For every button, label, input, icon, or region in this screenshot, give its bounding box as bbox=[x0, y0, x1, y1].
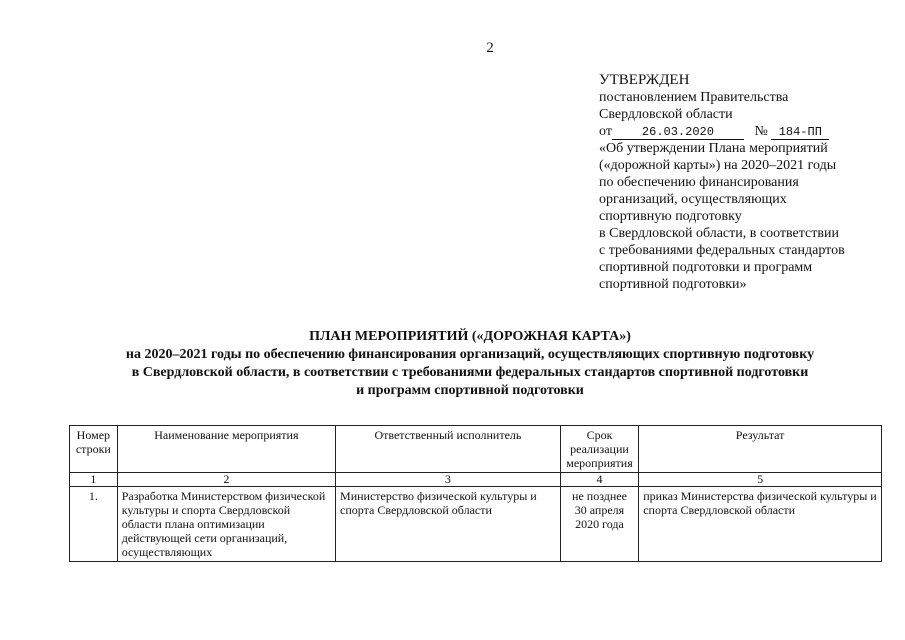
approval-stamp bbox=[599, 72, 889, 293]
plan-heading-line: и программ спортивной подготовки bbox=[356, 383, 584, 398]
approval-line-1: постановлением Правительства bbox=[599, 90, 789, 105]
approval-about-line: «Об утверждении Плана мероприятий bbox=[599, 141, 828, 156]
approval-about-line: по обеспечению финансирования bbox=[599, 175, 799, 190]
plan-table bbox=[69, 425, 882, 562]
approval-about-line: с требованиями федеральных стандартов bbox=[599, 243, 845, 258]
row-result: приказ Министерства физической культуры и спорта Свердловской области bbox=[639, 487, 882, 562]
plan-heading bbox=[0, 328, 905, 400]
approval-about-line: спортивной подготовки и программ bbox=[599, 260, 813, 275]
header-term: Срок реализации мероприятия bbox=[560, 426, 638, 473]
column-index: 1 bbox=[70, 473, 118, 487]
number-label: № bbox=[754, 124, 768, 139]
from-label: от bbox=[599, 124, 612, 139]
row-number: 1. bbox=[70, 487, 118, 562]
row-term: не позднее 30 апреля 2020 года bbox=[560, 487, 638, 562]
plan-heading-line: в Свердловской области, в соответствии с требованиями федеральных стандартов спортивной подготовки bbox=[131, 365, 809, 380]
column-index: 5 bbox=[639, 473, 882, 487]
approval-about-line: («дорожной карты») на 2020–2021 годы bbox=[599, 158, 837, 173]
column-index: 4 bbox=[560, 473, 638, 487]
approval-title: УТВЕРЖДЕН bbox=[599, 72, 690, 88]
approval-about-line: спортивной подготовки» bbox=[599, 277, 747, 292]
approval-about-line: организаций, осуществляющих bbox=[599, 192, 787, 207]
page-number: 2 bbox=[486, 40, 494, 56]
plan-heading-line: ПЛАН МЕРОПРИЯТИЙ («ДОРОЖНАЯ КАРТА») bbox=[309, 329, 631, 344]
header-name: Наименование мероприятия bbox=[117, 426, 335, 473]
approval-about-line: спортивную подготовку bbox=[599, 209, 742, 224]
column-index: 3 bbox=[336, 473, 561, 487]
column-index-row bbox=[70, 473, 882, 487]
approval-date: 26.03.2020 bbox=[612, 125, 744, 140]
row-name: Разработка Министерством физической культуры и спорта Свердловской области плана оптимизации действующей сети организаций, осуществляющих bbox=[117, 487, 335, 562]
approval-about-line: в Свердловской области, в соответствии bbox=[599, 226, 839, 241]
approval-line-2: Свердловской области bbox=[599, 107, 733, 122]
approval-date-number-line bbox=[599, 123, 889, 140]
header-executor: Ответственный исполнитель bbox=[336, 426, 561, 473]
column-index: 2 bbox=[117, 473, 335, 487]
header-num: Номер строки bbox=[70, 426, 118, 473]
header-result: Результат bbox=[639, 426, 882, 473]
table-header-row bbox=[70, 426, 882, 473]
table-row bbox=[70, 487, 882, 562]
row-executor: Министерство физической культуры и спорта Свердловской области bbox=[336, 487, 561, 562]
plan-heading-line: на 2020–2021 годы по обеспечению финансирования организаций, осуществляющих спортивную подготовку bbox=[125, 347, 815, 362]
approval-number: 184-ПП bbox=[771, 125, 829, 140]
